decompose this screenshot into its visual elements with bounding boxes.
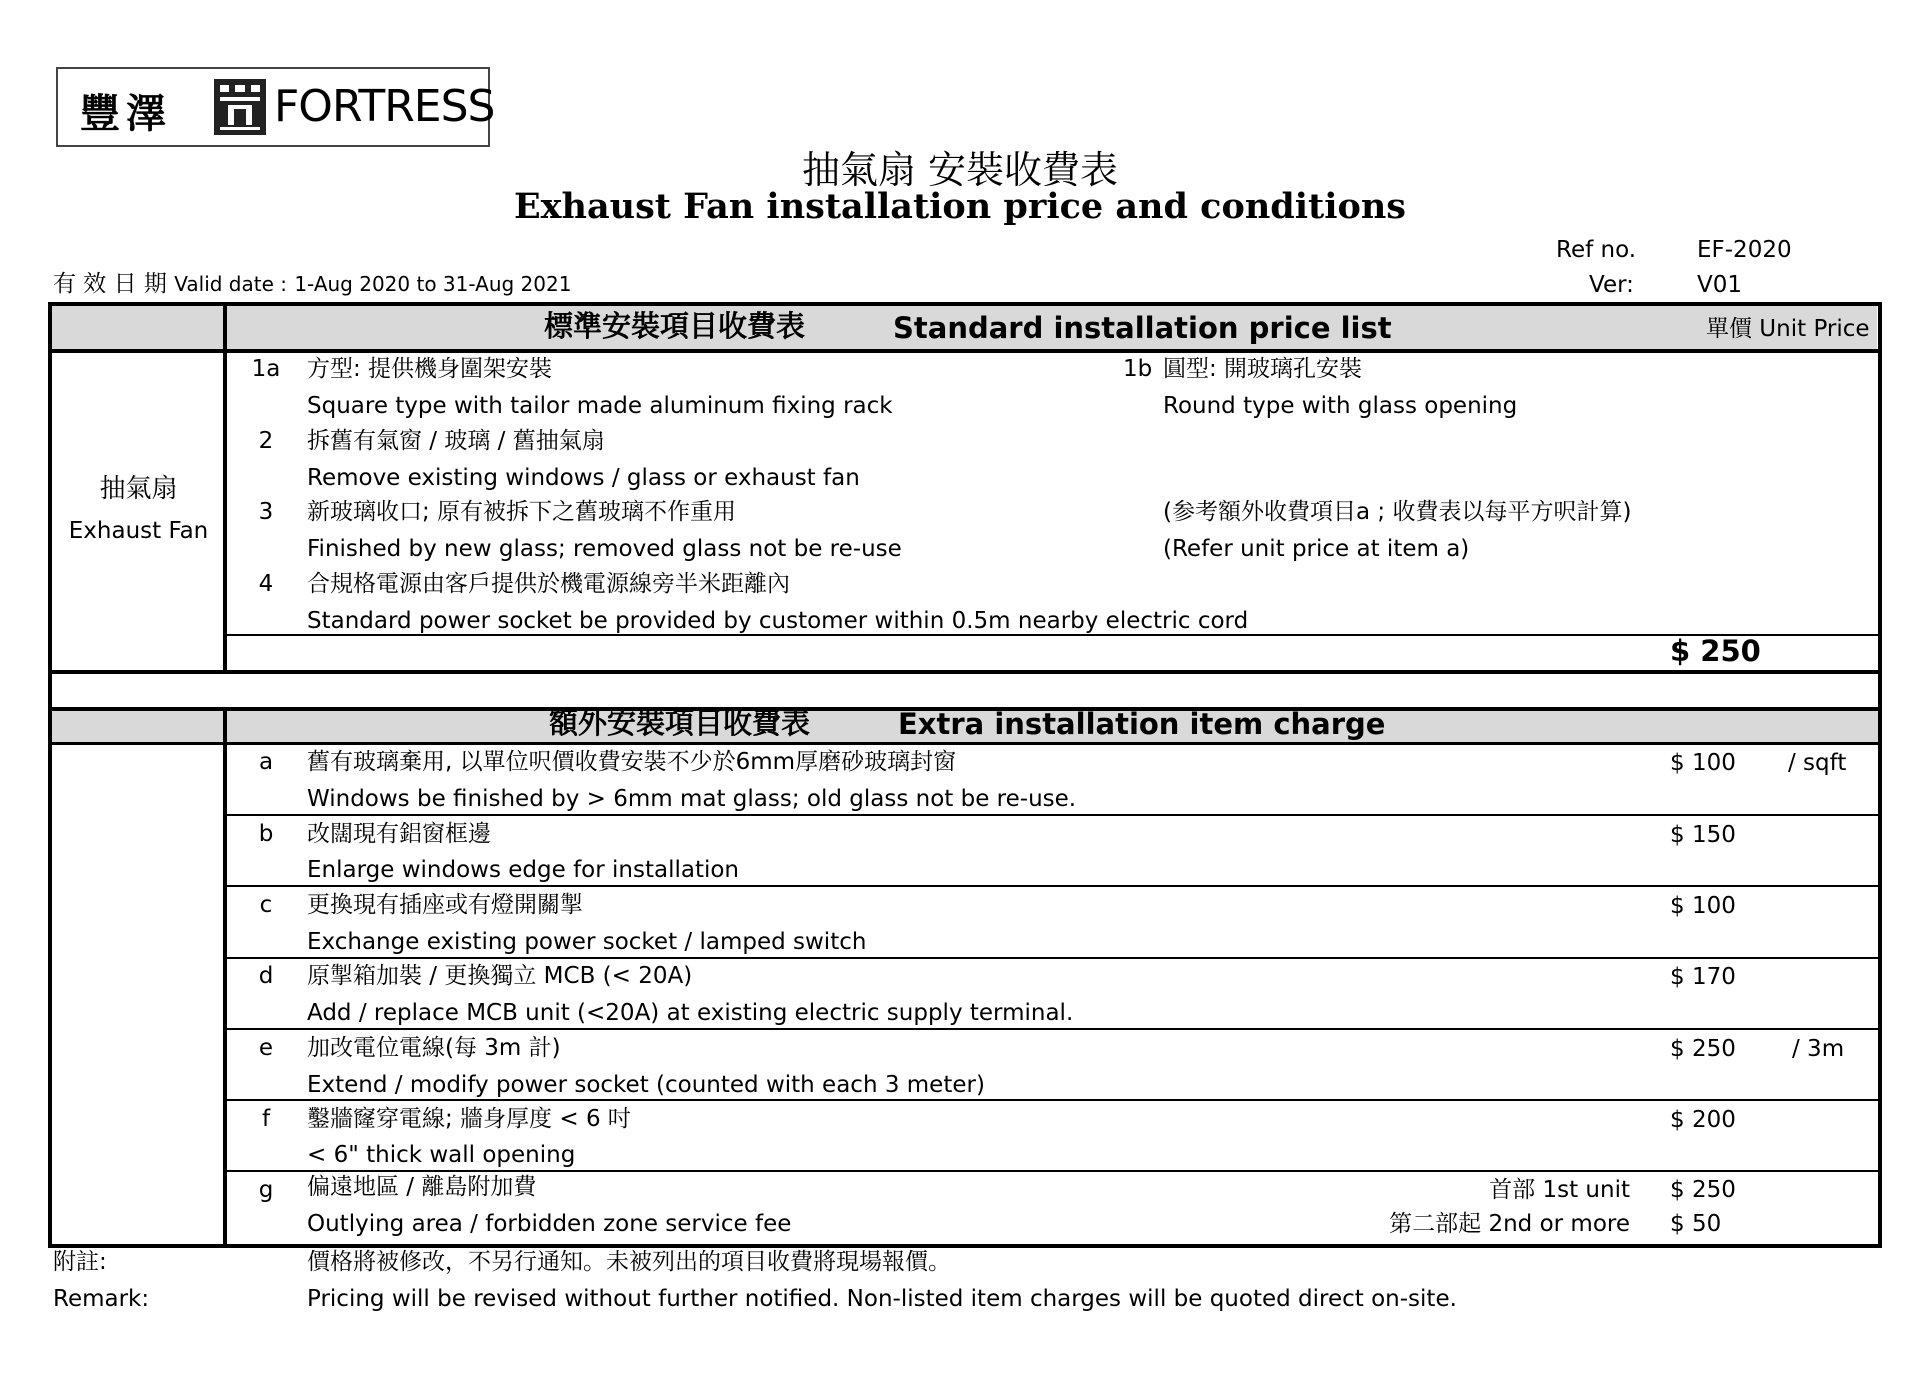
item-desc-en: Extend / modify power socket (counted with each 3 meter) (307, 1072, 985, 1098)
item-desc-cn: 拆舊有氣窗 / 玻璃 / 舊抽氣扇 (307, 428, 605, 454)
standard-price: $ 250 (1670, 634, 1761, 668)
table-border (223, 302, 227, 674)
item-desc-en: Add / replace MCB unit (<20A) at existing electric supply terminal. (307, 1000, 1074, 1026)
additional-unit-price: $ 50 (1670, 1211, 1722, 1237)
item-letter: d (258, 963, 274, 989)
title-chinese: 抽氣扇 安裝收費表 (801, 148, 1119, 192)
item-desc-cn: 原掣箱加裝 / 更換獨立 MCB (< 20A) (307, 963, 693, 989)
item-desc-cn: 舊有玻璃棄用, 以單位呎價收費安裝不少於6mm厚磨砂玻璃封窗 (307, 749, 957, 775)
row-separator (225, 1099, 1880, 1101)
castle-tower-icon (214, 79, 266, 135)
item-unit: / sqft (1788, 750, 1847, 776)
extra-header-en: Extra installation item charge (898, 707, 1386, 741)
item-desc-cn: 加改電位電線(每 3m 計) (307, 1035, 561, 1061)
item-letter: a (258, 749, 274, 775)
note-cn: (参考額外收費項目a ; 收費表以每平方呎計算) (1163, 499, 1632, 525)
row-separator (225, 1170, 1880, 1172)
item-number: 4 (258, 571, 274, 597)
item-letter: g (258, 1177, 274, 1203)
row-separator (225, 1028, 1880, 1030)
logo-chinese-text: 豐澤 (80, 91, 172, 137)
item-desc-cn: 新玻璃收口; 原有被拆下之舊玻璃不作重用 (307, 499, 737, 525)
unit-price-label: 單價 Unit Price (1706, 316, 1870, 342)
item-letter: c (259, 892, 273, 918)
item-letter: b (258, 821, 274, 847)
table-border (48, 742, 1882, 745)
table-border (223, 707, 227, 1248)
item-desc-cn: 改闊現有鋁窗框邊 (307, 821, 491, 847)
item-price: $ 250 (1670, 1036, 1736, 1062)
ref-no-value: EF-2020 (1697, 237, 1792, 263)
item-letter: e (258, 1035, 274, 1061)
note-en: (Refer unit price at item a) (1163, 536, 1470, 562)
item-desc-en: Windows be finished by > 6mm mat glass; old glass not be re-use. (307, 786, 1077, 812)
item-number: 3 (258, 499, 274, 525)
additional-unit-label: 第二部起 2nd or more (1389, 1211, 1630, 1237)
item-unit: / 3m (1792, 1036, 1845, 1062)
valid-date-label-cn: 有 效 日 期 (53, 271, 167, 297)
row-separator (225, 885, 1880, 887)
version-label: Ver: (1589, 272, 1634, 298)
row-separator (225, 957, 1880, 959)
item-desc-cn: 鑿牆窿穿電線; 牆身厚度 < 6 吋 (307, 1106, 631, 1132)
item-price: $ 150 (1670, 822, 1736, 848)
ref-no-label: Ref no. (1556, 237, 1637, 263)
version-value: V01 (1697, 272, 1743, 298)
category-cn: 抽氣扇 (99, 474, 178, 504)
valid-date-range: 1-Aug 2020 to 31-Aug 2021 (294, 272, 572, 296)
title-english: Exhaust Fan installation price and conditions (513, 186, 1406, 227)
valid-date-label-en: Valid date : (174, 272, 287, 296)
table-border (48, 707, 52, 1248)
item-desc-cn: 偏遠地區 / 離島附加費 (307, 1174, 537, 1200)
item-desc-cn: 圓型: 開玻璃孔安裝 (1163, 356, 1363, 382)
standard-header-cn: 標準安裝項目收費表 (544, 309, 806, 343)
item-letter: f (261, 1106, 271, 1132)
item-price: $ 100 (1670, 893, 1736, 919)
item-desc-en: Outlying area / forbidden zone service fee (307, 1211, 792, 1237)
item-desc-cn: 合規格電源由客戶提供於機電源線旁半米距離內 (307, 571, 790, 597)
item-desc-en: Round type with glass opening (1163, 393, 1518, 419)
table-border (48, 302, 1882, 306)
first-unit-price: $ 250 (1670, 1177, 1736, 1203)
company-logo (56, 67, 495, 147)
table-border (48, 670, 1882, 674)
remark-label-cn: 附註: (53, 1249, 107, 1275)
table-border (1878, 707, 1882, 1248)
category-en: Exhaust Fan (68, 518, 209, 544)
item-desc-en: Square type with tailor made aluminum fixing rack (307, 393, 893, 419)
logo-english-text: FORTRESS (274, 81, 495, 132)
item-price: $ 200 (1670, 1107, 1736, 1133)
item-desc-en: Enlarge windows edge for installation (307, 857, 740, 883)
item-number: 2 (258, 428, 274, 454)
table-border (1878, 674, 1882, 710)
remark-text-cn: 價格將被修改，不另行通知。未被列出的項目收費將現場報價。 (307, 1249, 951, 1275)
item-desc-cn: 更換現有插座或有燈開關掣 (307, 892, 583, 918)
item-desc-en: Standard power socket be provided by customer within 0.5m nearby electric cord (307, 608, 1249, 634)
item-desc-en: Exchange existing power socket / lamped switch (307, 929, 867, 955)
item-number: 1a (251, 356, 281, 382)
item-number: 1b (1123, 356, 1153, 382)
extra-header-cn: 額外安裝項目收費表 (549, 706, 811, 740)
remark-text-en: Pricing will be revised without further notified. Non-listed item charges will be quoted direct on-site. (307, 1286, 1457, 1312)
first-unit-label: 首部 1st unit (1489, 1177, 1630, 1203)
item-desc-cn: 方型: 提供機身圍架安裝 (307, 356, 553, 382)
item-desc-en: < 6" thick wall opening (307, 1142, 576, 1168)
item-desc-en: Finished by new glass; removed glass not be re-use (307, 536, 902, 562)
item-price: $ 100 (1670, 750, 1736, 776)
standard-header-en: Standard installation price list (893, 311, 1392, 345)
remark-label-en: Remark: (53, 1286, 150, 1312)
table-border (48, 674, 52, 710)
valid-date-line (53, 270, 571, 298)
table-border (48, 302, 52, 674)
item-desc-en: Remove existing windows / glass or exhaust fan (307, 465, 860, 491)
item-price: $ 170 (1670, 964, 1736, 990)
table-border (48, 349, 1882, 353)
row-separator (225, 814, 1880, 816)
table-border (1878, 302, 1882, 674)
